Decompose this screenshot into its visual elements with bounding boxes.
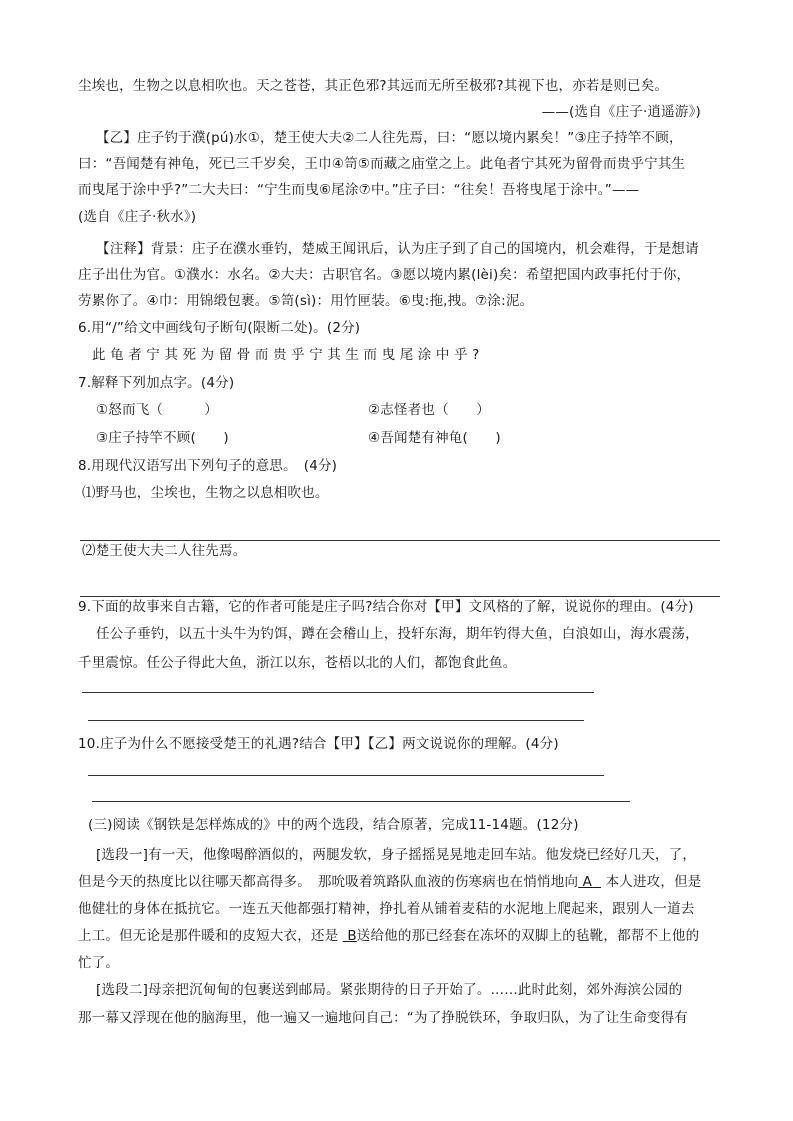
answer-line [88,775,604,776]
passage-b-line: 而曳尾于涂中乎?”二大夫曰：“宁生而曳⑥尾涂⑦中。”庄子曰：“往矣！吾将曳尾于涂中。”—— [78,182,640,198]
answer-line [88,720,584,721]
question-9-story: 千里震惊。任公子得此大鱼，浙江以东，苍梧以北的人们，都饱食此鱼。 [78,655,517,671]
question-6-sentence: 此龟者宁其死为留骨而贵乎宁其生而曳尾涂中乎? [92,347,484,363]
blank-a: A [582,874,593,890]
question-7-item: ①怒而飞（ ） [96,402,218,418]
passage-a-line: 尘埃也，生物之以息相吹也。天之苍苍，其正色邪?其远而无所至极邪?其视下也，亦若是则已矣。 [78,78,669,94]
excerpt-2-line: 那一幕又浮现在他的脑海里，他一遍又一遍地问自己：“为了挣脱铁环，争取归队，为了让生命变得有 [78,1010,688,1026]
notes-line: 庄子出仕为官。①濮水：水名。②大夫：古职官名。③愿以境内累(lèi)矣：希望把国内政事托付于你， [78,267,691,283]
passage-b-line: 【乙】庄子钓于濮(pú)水①，楚王使大夫②二人往先焉，曰：“愿以境内累矣！”③庄子持竿不顾， [96,130,683,146]
question-8-sub: ⑵楚王使大夫二人往先焉。 [82,543,247,559]
question-7-prompt: 7.解释下列加点字。(4分) [78,375,235,391]
passage-a-source: ——(选自《庄子·逍遥游》) [541,104,701,120]
question-8-prompt: 8.用现代汉语写出下列句子的意思。 (4分) [78,458,338,474]
notes-line: 【注释】背景：庄子在濮水垂钓，楚威王闻讯后，认为庄子到了自己的国境内，机会难得，于是想请 [96,241,699,257]
excerpt-1-line: [选段一]有一天，他像喝醉酒似的，两腿发软，身子摇摇晃晃地走回车站。他发烧已经好几天，了， [96,847,697,863]
passage-b-line: 曰：“吾闻楚有神龟，死已三千岁矣，王巾④笥⑤而藏之庙堂之上。此龟者宁其死为留骨而贵乎宁其生 [78,156,686,172]
question-7-item: ③庄子持竿不顾( ) [96,430,229,446]
question-9-prompt: 9.下面的故事来自古籍，它的作者可能是庄子吗?结合你对【甲】文风格的了解，说说你的理由。(4分) [78,599,694,615]
answer-line [82,692,594,693]
question-9-story: 任公子垂钓，以五十头牛为钓饵，蹲在会稽山上，投轩东海，期年钓得大鱼，白浪如山，海水震荡， [96,626,699,642]
question-7-item: ②志怪者也（ ） [368,402,490,418]
question-6-prompt: 6.用“/”给文中画线句子断句(限断二处)。(2分) [78,320,361,336]
question-8-sub: ⑴野马也，尘埃也，生物之以息相吹也。 [82,485,329,501]
excerpt-1-line: 他健壮的身体在抵抗它。一连五天他都强打精神，挣扎着从铺着麦秸的水泥地上爬起来，跟别人一道去 [78,901,695,917]
section-3-heading: (三)阅读《钢铁是怎样炼成的》中的两个选段，结合原著，完成11-14题。(12分) [88,817,579,833]
blank-b: B [347,928,357,944]
notes-line: 劳累你了。④巾：用锦缎包裹。⑤笥(sì)：用竹匣装。⑥曳:拖,拽。⑦涂:泥。 [78,293,534,309]
excerpt-1-line: 但是今天的热度比以往哪天都高得多。 那吮吸着筑路队血液的伤寒病也在悄悄地向 A 本人进攻，但是 [78,874,702,890]
question-7-item: ④吾闻楚有神龟( ) [368,430,501,446]
excerpt-1-line: 上工。但无论是那件暖和的皮短大衣，还是 B送给他的那已经套在冻坏的双脚上的毡靴，都帮不上他的 [78,928,700,944]
question-10-prompt: 10.庄子为什么不愿接受楚王的礼遇?结合【甲】【乙】两文说说你的理解。(4分) [78,736,559,752]
excerpt-2-line: [选段二]母亲把沉甸甸的包裹送到邮局。紧张期待的日子开始了。……此时此刻，郊外海滨公园的 [96,982,683,998]
answer-line [92,801,630,802]
excerpt-1-line: 忙了。 [78,955,120,971]
passage-b-source: (选自《庄子·秋水》) [78,209,197,225]
